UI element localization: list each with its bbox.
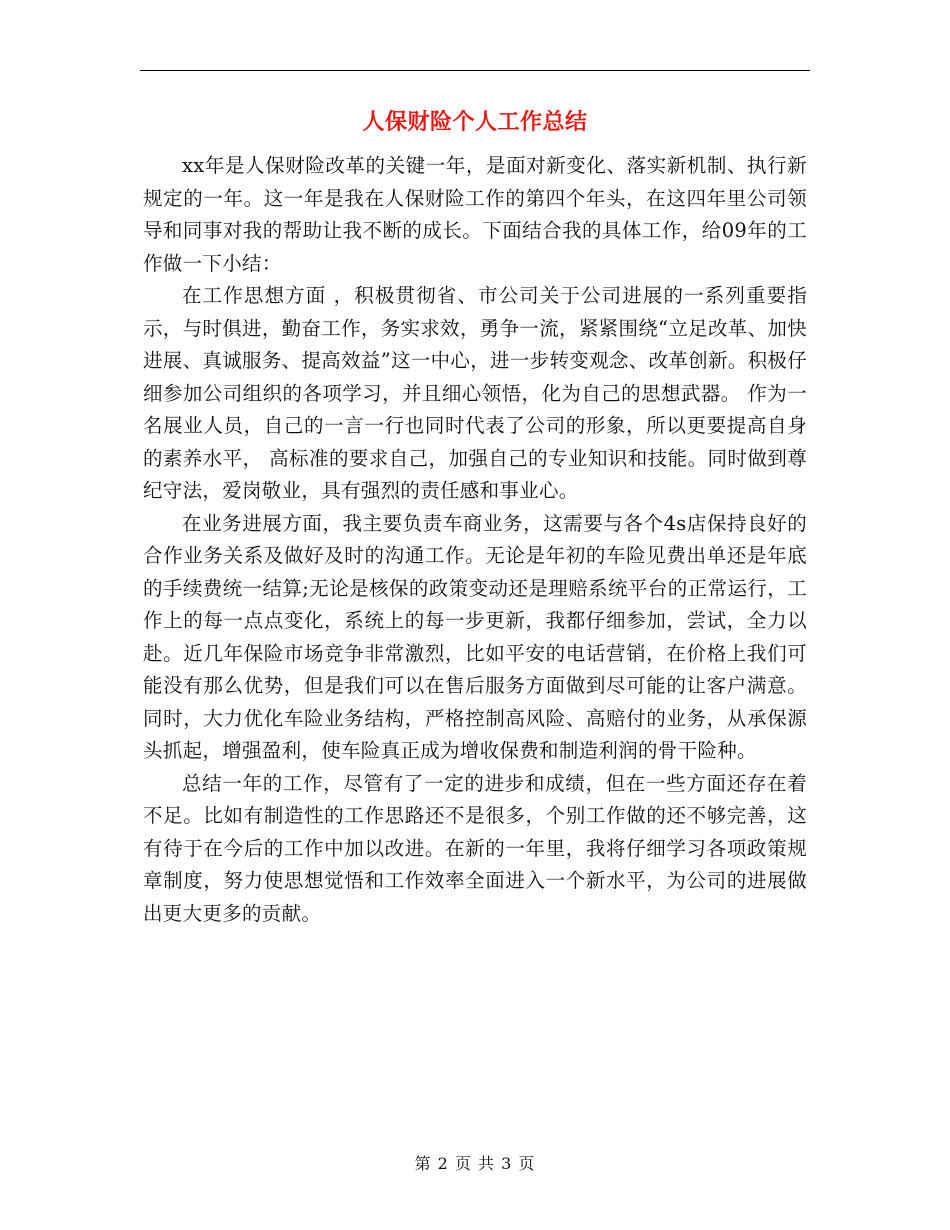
paragraph-ideology: 在工作思想方面 ，积极贯彻省、市公司关于公司进展的一系列重要指示，与时俱进，勤奋工作，务实求效，勇争一流，紧紧围绕“立足改革、加快进展、真诚服务、提高效益”这一中心，进一步转变观念、改革创新。积极仔细参加公司组织的各项学习，并且细心领悟，化为自己的思想武器。 作为一名展业人员，自己的一言一行也同时代表了公司的形象，所以更要提高自身的素养水平， 高标准的要求自己，加强自己的专业知识和技能。同时做到尊纪守法，爱岗敬业，具有强烈的责任感和事业心。 [143, 284, 807, 502]
page-number-label: 第 2 页 共 3 页 [414, 1154, 536, 1173]
paragraph-intro: xx年是人保财险改革的关键一年，是面对新变化、落实新机制、执行新规定的一年。这一年是我在人保财险工作的第四个年头，在这四年里公司领导和同事对我的帮助让我不断的成长。下面结合我的具体工作，给09年的工作做一下小结： [143, 154, 807, 275]
header-rule [140, 70, 810, 71]
document-title: 人保财险个人工作总结 [362, 110, 588, 135]
document-body [143, 150, 807, 930]
paragraph-business: 在业务进展方面，我主要负责车商业务，这需要与各个4s店保持良好的合作业务关系及做好及时的沟通工作。无论是年初的车险见费出单还是年底的手续费统一结算;无论是核保的政策变动还是理赔系统平台的正常运行，工作上的每一点点变化，系统上的每一步更新，我都仔细参加，尝试，全力以赴。近几年保险市场竞争非常激烈，比如平安的电话营销，在价格上我们可能没有那么优势，但是我们可以在售后服务方面做到尽可能的让客户满意。同时，大力优化车险业务结构，严格控制高风险、高赔付的业务，从承保源头抓起，增强盈利，使车险真正成为增收保费和制造利润的骨干险种。 [143, 511, 807, 762]
paragraph-summary: 总结一年的工作，尽管有了一定的进步和成绩，但在一些方面还存在着不足。比如有制造性的工作思路还不是很多，个别工作做的还不够完善，这有待于在今后的工作中加以改进。在新的一年里，我将仔细学习各项政策规章制度，努力使思想觉悟和工作效率全面进入一个新水平，为公司的进展做出更大更多的贡献。 [143, 771, 807, 925]
page-footer [0, 1154, 950, 1174]
